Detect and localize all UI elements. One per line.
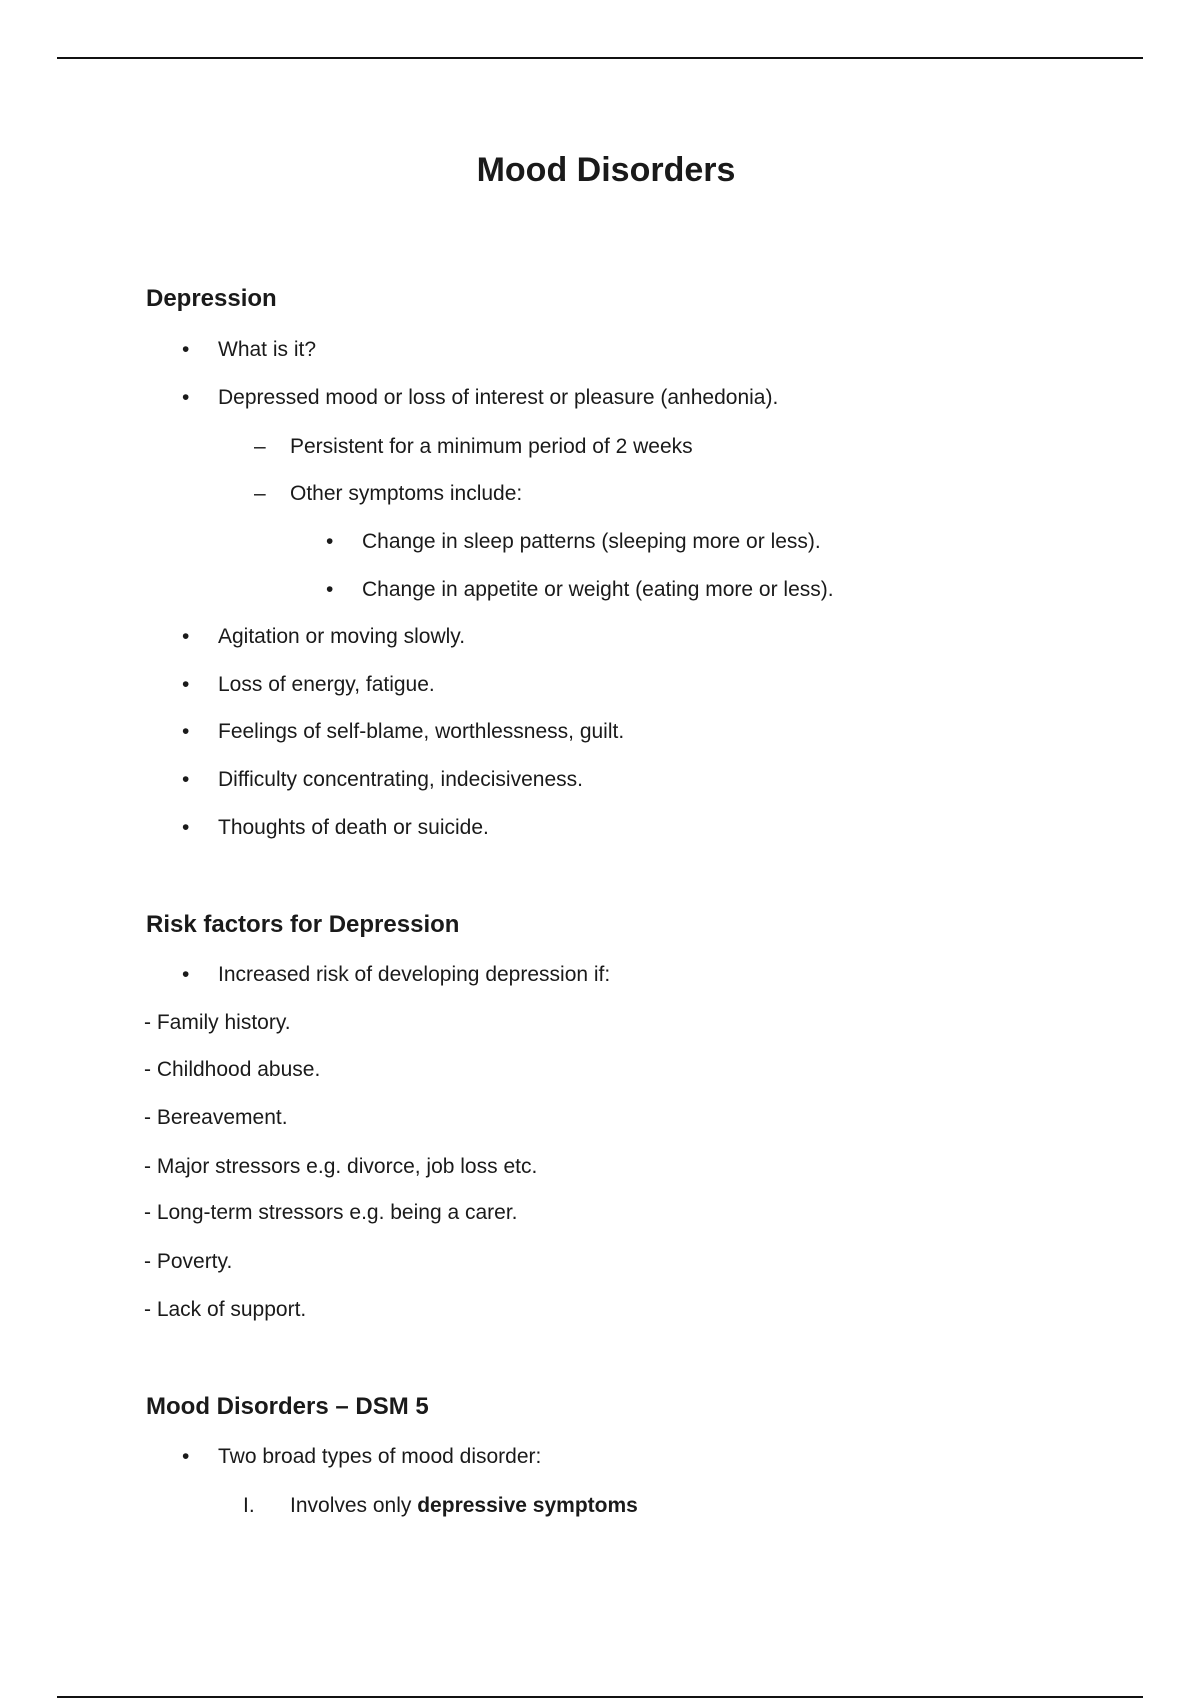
list-item: Change in sleep patterns (sleeping more or less). (362, 530, 821, 553)
bullet-marker: • (182, 816, 190, 839)
list-item: Loss of energy, fatigue. (218, 673, 435, 696)
bullet-marker: • (326, 530, 334, 553)
risk-factor-item: - Major stressors e.g. divorce, job loss etc. (144, 1155, 538, 1178)
list-item: Increased risk of developing depression if: (218, 963, 611, 986)
risk-factor-item: - Bereavement. (144, 1106, 288, 1129)
list-item: Thoughts of death or suicide. (218, 816, 489, 839)
list-item: What is it? (218, 338, 317, 361)
list-item: Persistent for a minimum period of 2 weeks (290, 435, 693, 458)
dash-marker: – (254, 435, 266, 458)
list-item: Two broad types of mood disorder: (218, 1445, 542, 1468)
dash-marker: – (254, 482, 266, 505)
bullet-marker: • (182, 768, 190, 791)
heading-risk-factors: Risk factors for Depression (146, 911, 460, 938)
page-title: Mood Disorders (476, 151, 736, 189)
bullet-marker: • (182, 1445, 190, 1468)
bottom-rule (57, 1696, 1143, 1698)
risk-factor-item: - Childhood abuse. (144, 1058, 321, 1081)
roman-numeral: I. (243, 1494, 255, 1517)
list-item: Difficulty concentrating, indecisiveness. (218, 768, 583, 791)
numbered-item (290, 1492, 638, 1520)
bullet-marker: • (182, 386, 190, 409)
list-item: Change in appetite or weight (eating more or less). (362, 578, 834, 601)
numbered-item-bold: depressive symptoms (417, 1494, 638, 1517)
list-item: Feelings of self-blame, worthlessness, guilt. (218, 720, 625, 743)
list-item: Agitation or moving slowly. (218, 625, 466, 648)
risk-factor-item: - Lack of support. (144, 1298, 307, 1321)
bullet-marker: • (326, 578, 334, 601)
bullet-marker: • (182, 338, 190, 361)
list-item: Other symptoms include: (290, 482, 523, 505)
risk-factor-item: - Poverty. (144, 1250, 233, 1273)
numbered-item-text: Involves only (290, 1494, 418, 1517)
list-item: Depressed mood or loss of interest or pleasure (anhedonia). (218, 386, 779, 409)
top-rule (57, 57, 1143, 59)
risk-factor-item: - Family history. (144, 1011, 291, 1034)
heading-depression: Depression (146, 285, 277, 312)
bullet-marker: • (182, 720, 190, 743)
bullet-marker: • (182, 625, 190, 648)
risk-factor-item: - Long-term stressors e.g. being a carer. (144, 1201, 518, 1224)
bullet-marker: • (182, 963, 190, 986)
bullet-marker: • (182, 673, 190, 696)
heading-dsm5: Mood Disorders – DSM 5 (146, 1393, 429, 1420)
